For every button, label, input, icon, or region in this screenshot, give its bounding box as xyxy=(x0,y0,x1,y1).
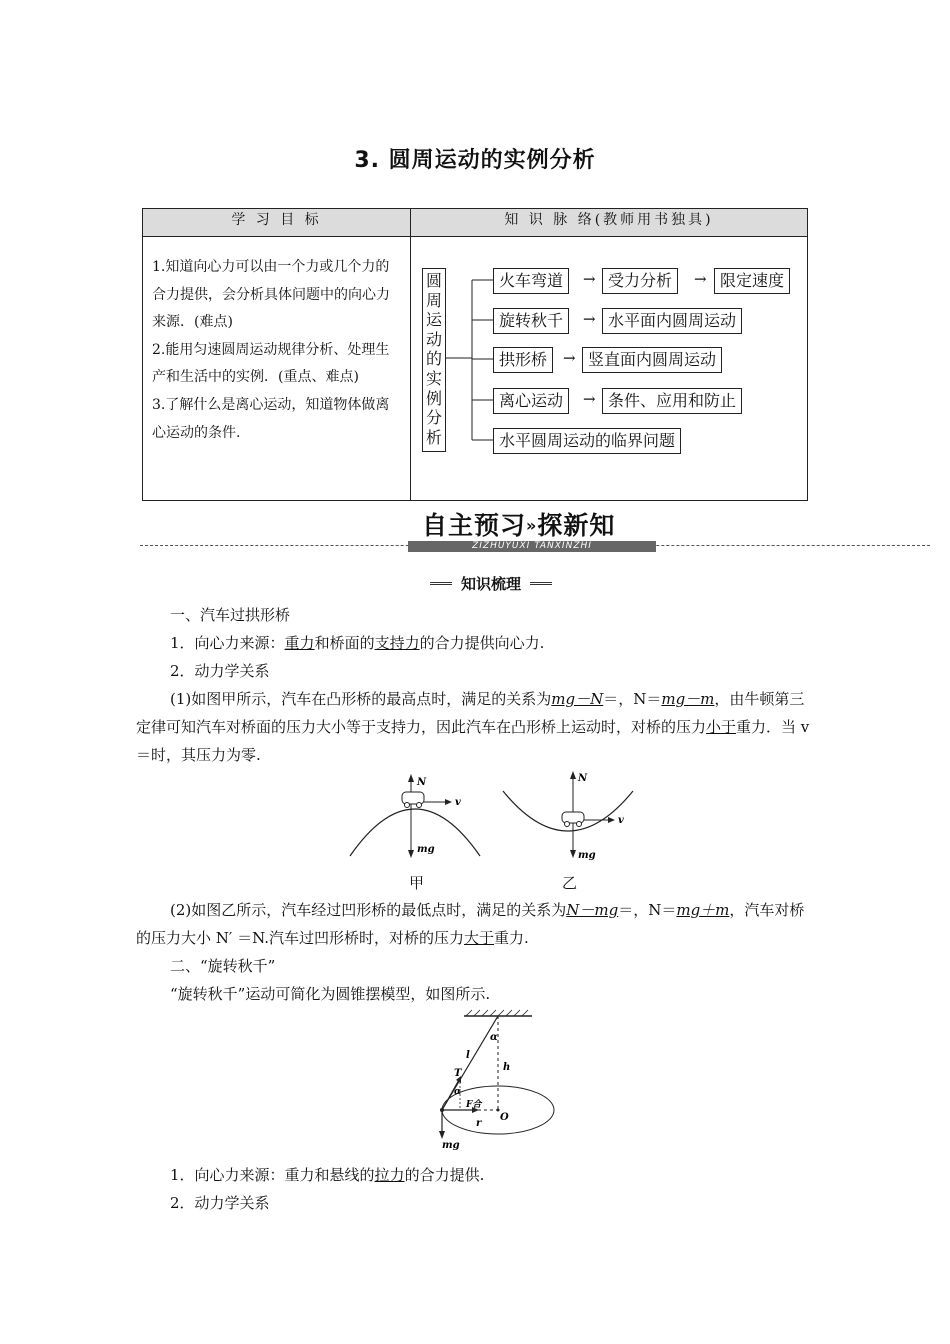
label-T: T xyxy=(454,1068,462,1079)
label-alpha-2: α xyxy=(454,1087,461,1097)
para-3 xyxy=(136,685,816,769)
blank-answer: N－mg xyxy=(566,901,619,919)
mindmap-node-bridge: 拱形桥 xyxy=(493,347,553,373)
mindmap-node-vertical: 竖直面内圆周运动 xyxy=(582,347,722,373)
conical-pendulum-figure xyxy=(432,1008,582,1156)
text: (1)如图甲所示，汽车在凸形桥的最高点时，满足的关系为 xyxy=(170,690,552,708)
blank-answer: 大于 xyxy=(464,929,495,947)
blank-answer: mg－m xyxy=(661,690,715,708)
arrow-icon: → xyxy=(563,349,576,367)
text: ，由牛顿第三定律可知汽车对桥面的压力大小等于支持力，因此汽车在凸形桥上运动时，对桥的压力 xyxy=(136,690,805,736)
text: 1．向心力来源： xyxy=(170,634,285,652)
label-r: r xyxy=(476,1118,482,1129)
chevron-right-icon: » xyxy=(526,516,538,535)
text: ＝，N＝ xyxy=(603,690,662,708)
mindmap-node-force: 受力分析 xyxy=(602,268,678,294)
arrow-icon: → xyxy=(583,310,596,328)
label-O: O xyxy=(500,1112,509,1123)
blank-answer: 拉力 xyxy=(374,1166,405,1184)
mindmap-node-speed: 限定速度 xyxy=(714,268,790,294)
mindmap-node-train: 火车弯道 xyxy=(493,268,569,294)
col-header-goals: 学 习 目 标 xyxy=(143,209,411,237)
para-6 xyxy=(170,1161,850,1189)
caption-yi: 乙 xyxy=(562,874,578,892)
heading-swing: 二、“旋转秋千” xyxy=(170,957,276,975)
arrow-icon: → xyxy=(694,270,707,288)
label-N: N xyxy=(578,773,588,784)
para-5: “旋转秋千”运动可简化为圆锥摆模型，如图所示. xyxy=(170,985,491,1003)
para-7: 2．动力学关系 xyxy=(170,1194,270,1212)
label-mg: mg xyxy=(417,844,435,855)
label-F: F合 xyxy=(466,1100,482,1110)
section-banner xyxy=(422,506,615,542)
arrow-icon: → xyxy=(583,270,596,288)
text: 的合力提供. xyxy=(404,1166,485,1184)
goal-1: 1.知道向心力可以由一个力或几个力的合力提供，会分析具体问题中的向心力来源．(难点) xyxy=(152,259,390,331)
goals-cell xyxy=(143,237,411,501)
mindmap-node-conditions: 条件、应用和防止 xyxy=(602,388,742,414)
blank-answer: 重力 xyxy=(284,634,315,652)
text: 重力. xyxy=(494,929,529,947)
para-2: 2．动力学关系 xyxy=(170,662,270,680)
caption-jia: 甲 xyxy=(409,874,425,892)
section-tag-label: 知识梳理 xyxy=(460,575,521,593)
blank-answer: 小于 xyxy=(706,718,737,736)
text: 的合力提供向心力. xyxy=(419,634,545,652)
banner-subtitle: ZIZHUYUXI TANXINZHI xyxy=(408,541,656,552)
label-h: h xyxy=(503,1062,511,1073)
mindmap-node-centrifugal: 离心运动 xyxy=(493,388,569,414)
blank-answer: mg－N xyxy=(551,690,604,708)
para-4 xyxy=(136,896,816,952)
concave-bridge-figure xyxy=(498,766,638,864)
banner-title-1: 自主预习 xyxy=(422,511,527,540)
banner-title-2: 探新知 xyxy=(537,511,616,540)
label-mg: mg xyxy=(578,850,596,861)
goal-3: 3.了解什么是离心运动，知道物体做离心运动的条件. xyxy=(152,396,390,441)
mindmap-node-swing: 旋转秋千 xyxy=(493,308,569,334)
text: (2)如图乙所示，汽车经过凹形桥的最低点时，满足的关系为 xyxy=(170,901,567,919)
text: 重力．当 v＝时，其压力为零. xyxy=(136,718,810,764)
blank-answer: 支持力 xyxy=(374,634,420,652)
blank-answer: mg＋m xyxy=(676,901,730,919)
convex-bridge-figure xyxy=(345,768,485,863)
section-tag xyxy=(430,573,552,593)
goal-2: 2.能用匀速圆周运动规律分析、处理生产和生活中的实例．(重点、难点) xyxy=(152,341,390,386)
label-mg: mg xyxy=(442,1140,460,1151)
mindmap-node-critical: 水平圆周运动的临界问题 xyxy=(493,428,681,454)
text: ，汽车对桥的压力大小 N′ ＝N.汽车过凹形桥时，对桥的压力 xyxy=(136,901,805,947)
mindmap-node-horizontal: 水平面内圆周运动 xyxy=(602,308,742,334)
arrow-icon: → xyxy=(583,390,596,408)
text: ＝，N＝ xyxy=(618,901,677,919)
mindmap-bracket xyxy=(446,268,498,448)
text: 和桥面的 xyxy=(314,634,375,652)
col-header-knowledge: 知 识 脉 络(教师用书独具) xyxy=(411,209,808,237)
label-v: v xyxy=(455,797,461,808)
label-N: N xyxy=(417,777,427,788)
label-v: v xyxy=(618,815,624,826)
mindmap-root: 圆周运动的实例分析 xyxy=(422,268,446,452)
label-l: l xyxy=(466,1050,470,1061)
label-alpha: α xyxy=(490,1032,498,1043)
heading-bridge: 一、汽车过拱形桥 xyxy=(170,606,291,624)
para-1 xyxy=(170,629,850,657)
text: 1．向心力来源：重力和悬线的 xyxy=(170,1166,375,1184)
page-title: 3. 圆周运动的实例分析 xyxy=(354,148,596,173)
